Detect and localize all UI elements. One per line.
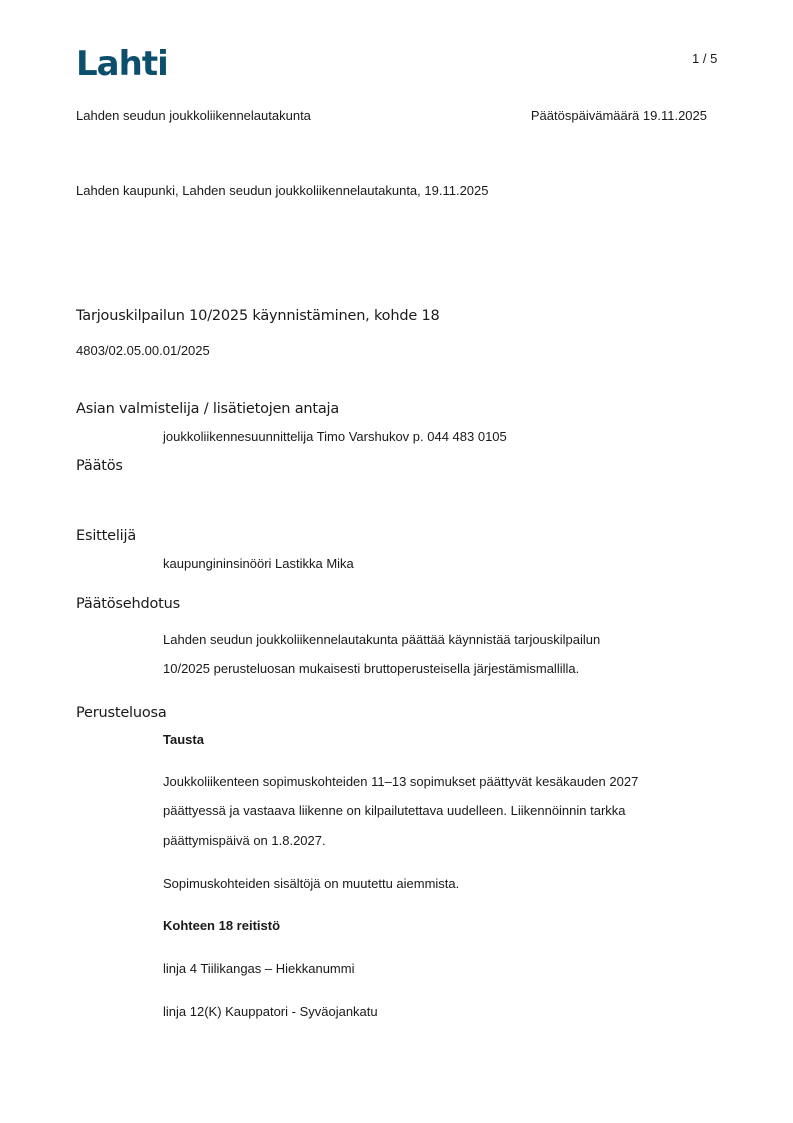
proposal-line: Lahden seudun joukkoliikennelautakunta päättää käynnistää tarjouskilpailun	[163, 632, 601, 647]
rationale-heading: Perusteluosa	[76, 705, 167, 721]
decision-heading: Päätös	[76, 458, 123, 474]
lahti-logo: Lahti	[76, 44, 168, 84]
document-title: Tarjouskilpailun 10/2025 käynnistäminen, kohde 18	[76, 308, 440, 324]
presenter: kaupungininsinööri Lastikka Mika	[163, 556, 354, 571]
case-number: 4803/02.05.00.01/2025	[76, 343, 210, 358]
decision-date: Päätöspäivämäärä 19.11.2025	[530, 108, 707, 123]
preparer: joukkoliikennesuunnittelija Timo Varshukov p. 044 483 0105	[163, 429, 507, 444]
changes-text: Sopimuskohteiden sisältöjä on muutettu aiemmista.	[163, 876, 460, 891]
proposal-line: 10/2025 perusteluosan mukaisesti bruttoperusteisella järjestämismallilla.	[163, 661, 580, 676]
route-item: linja 12(K) Kauppatori - Syväojankatu	[163, 1004, 378, 1019]
preparer-heading: Asian valmistelija / lisätietojen antaja	[76, 401, 340, 417]
background-line: Joukkoliikenteen sopimuskohteiden 11–13 sopimukset päättyvät kesäkauden 2027	[163, 774, 639, 789]
page-number: 1 / 5	[692, 51, 718, 66]
background-line: päättymispäivä on 1.8.2027.	[163, 833, 326, 848]
background-heading: Tausta	[163, 732, 204, 747]
background-line: päättyessä ja vastaava liikenne on kilpailutettava uudelleen. Liikennöinnin tarkka	[163, 803, 626, 818]
route-heading: Kohteen 18 reitistö	[163, 918, 281, 933]
proposal-heading: Päätösehdotus	[76, 596, 180, 612]
route-item: linja 4 Tiilikangas – Hiekkanummi	[163, 961, 355, 976]
presenter-heading: Esittelijä	[76, 528, 137, 544]
body-name: Lahden seudun joukkoliikennelautakunta	[76, 108, 311, 123]
meeting-line: Lahden kaupunki, Lahden seudun joukkoliikennelautakunta, 19.11.2025	[76, 183, 489, 198]
